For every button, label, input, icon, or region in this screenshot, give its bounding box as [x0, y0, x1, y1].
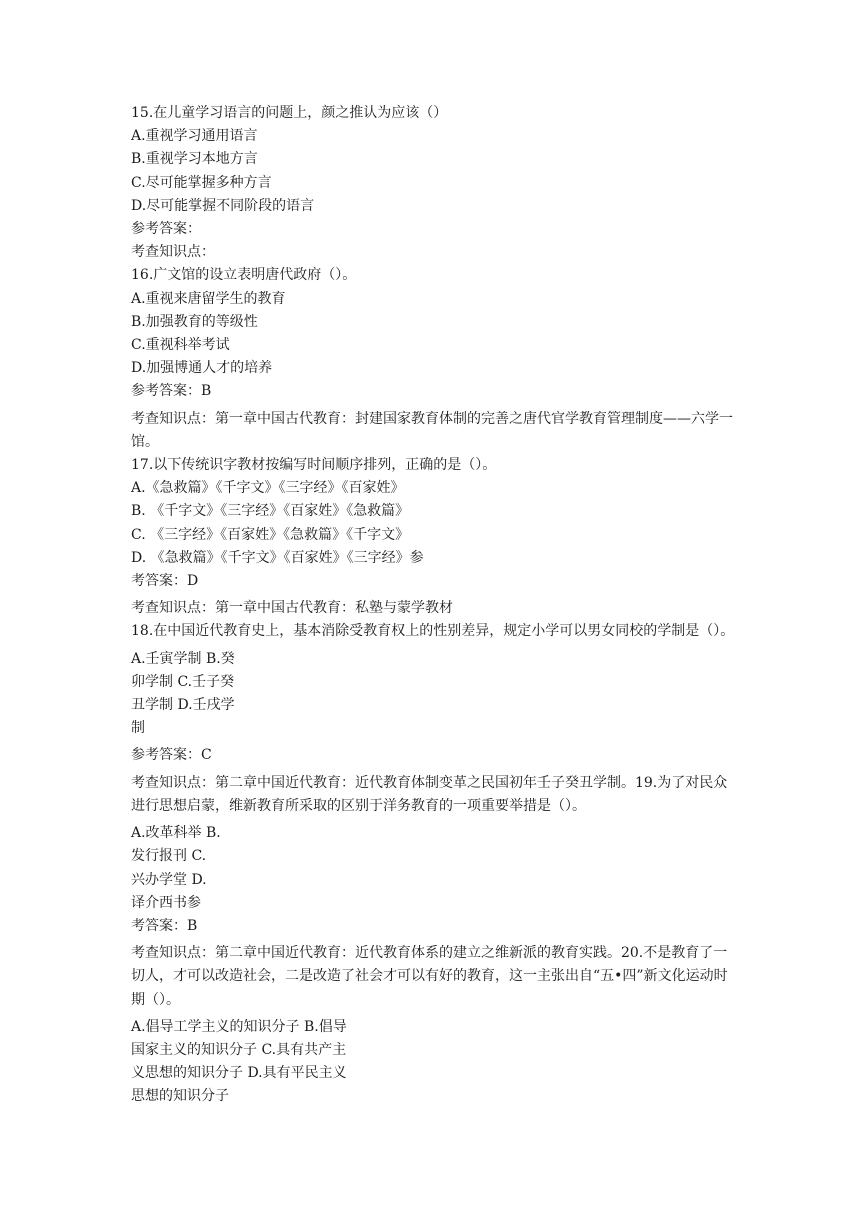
option-d: D.加强博通人才的培养	[131, 360, 273, 377]
knowledge-point: 考查知识点：	[131, 244, 215, 261]
option-b: B.重视学习本地方言	[131, 151, 258, 168]
option-b: B. 《千字文》《三字经》《百家姓》《急救篇》	[131, 503, 410, 520]
reference-answer: 参考答案：C	[131, 747, 212, 764]
knowledge-point: 考查知识点：第一章中国古代教育：封建国家教育体制的完善之唐代官学教育管理制度——六学一馆。	[131, 410, 733, 450]
knowledge-point: 考查知识点：第二章中国近代教育：近代教育体制变革之民国初年壬子癸丑学制。19.为了对民众进行思想启蒙，维新教育所采取的区别于洋务教育的一项重要举措是（）。	[131, 774, 728, 814]
options-line: 卯学制 C.壬子癸	[131, 673, 235, 690]
options-line: 兴办学堂 D.	[131, 871, 207, 888]
question-stem: 16.广文馆的设立表明唐代政府（）。	[131, 267, 357, 284]
option-c: C.重视科举考试	[131, 337, 230, 354]
options-line: A.壬寅学制 B.癸	[131, 650, 235, 667]
option-c: C.尽可能掌握多种方言	[131, 174, 272, 191]
question-15	[131, 102, 741, 264]
options-line: 制	[131, 720, 145, 737]
option-d: D.尽可能掌握不同阶段的语言	[131, 197, 315, 214]
question-20	[131, 1016, 741, 1109]
document-page	[131, 102, 741, 1109]
options-line: 思想的知识分子	[131, 1088, 229, 1105]
option-b: B.加强教育的等级性	[131, 313, 258, 330]
reference-answer: 考答案：B	[131, 917, 198, 934]
question-19	[131, 822, 741, 1012]
options-line: A.改革科举 B.	[131, 825, 221, 842]
options-line: 译介西书参	[131, 894, 201, 911]
reference-answer: 参考答案：B	[131, 383, 212, 400]
option-a: A.重视来唐留学生的教育	[131, 290, 286, 307]
options-line: 义思想的知识分子 D.具有平民主义	[131, 1065, 347, 1082]
reference-answer: 参考答案：	[131, 221, 201, 238]
knowledge-point: 考查知识点：第一章中国古代教育：私塾与蒙学教材	[131, 600, 453, 617]
option-d: D. 《急救篇》《千字文》《百家姓》《三字经》参	[131, 549, 424, 566]
options-line: 丑学制 D.壬戌学	[131, 697, 235, 714]
option-c: C. 《三字经》《百家姓》《急救篇》《千字文》	[131, 526, 410, 543]
question-17	[131, 454, 741, 620]
reference-answer: 考答案：D	[131, 573, 199, 590]
options-line: 国家主义的知识分子 C.具有共产主	[131, 1041, 347, 1058]
question-stem: 15.在儿童学习语言的问题上，颜之推认为应该（）	[131, 105, 448, 121]
question-18	[131, 620, 741, 818]
option-a: A.《急救篇》《千字文》《三字经》《百家姓》	[131, 480, 405, 497]
option-a: A.重视学习通用语言	[131, 128, 258, 145]
question-16	[131, 264, 741, 454]
question-stem: 18.在中国近代教育史上，基本消除受教育权上的性别差异，规定小学可以男女同校的学制是（）。	[131, 623, 735, 640]
options-line: A.倡导工学主义的知识分子 B.倡导	[131, 1018, 347, 1035]
options-line: 发行报刊 C.	[131, 848, 207, 865]
question-stem: 17.以下传统识字教材按编写时间顺序排列，正确的是（）。	[131, 457, 497, 474]
knowledge-point: 考查知识点：第二章中国近代教育：近代教育体系的建立之维新派的教育实践。20.不是教育了一切人，才可以改造社会，二是改造了社会才可以有好的教育，这一主张出自“五•四”新文化运动时期（）。	[131, 945, 728, 1008]
